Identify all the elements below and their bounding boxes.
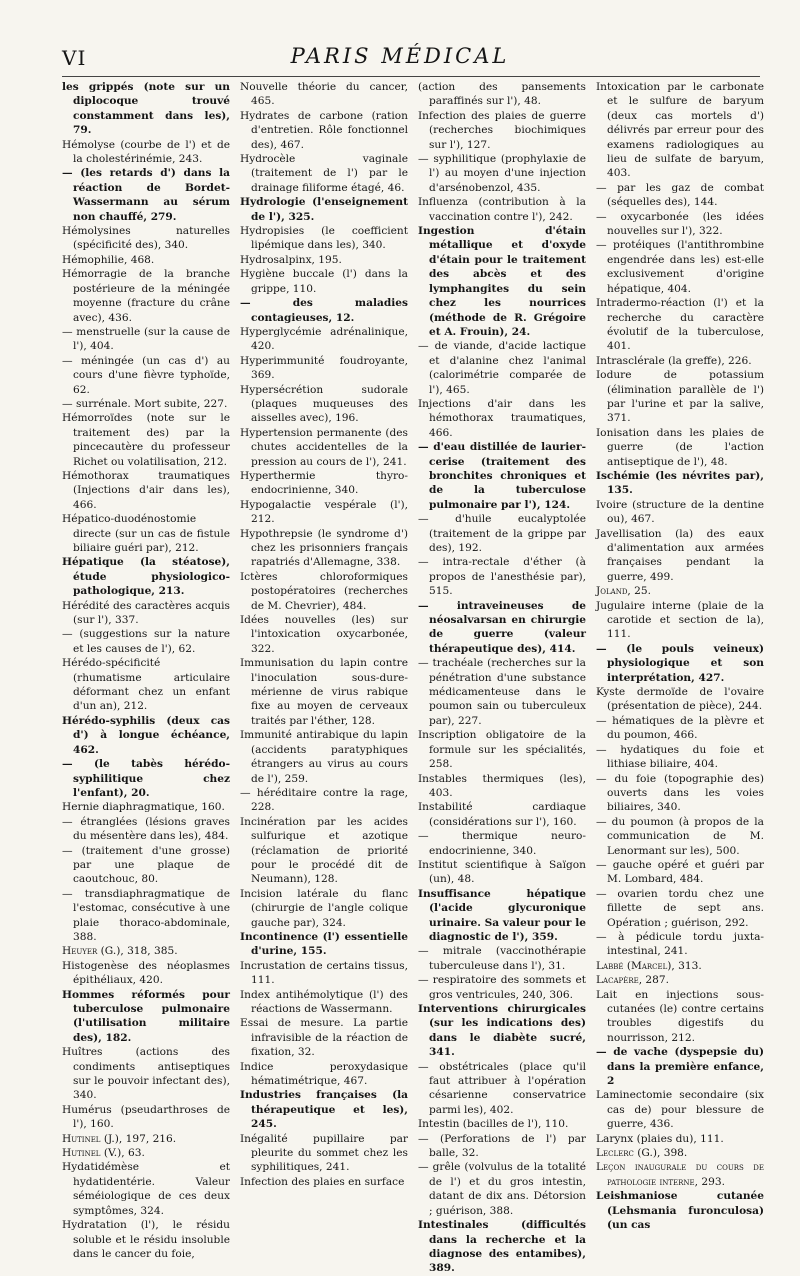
index-entry: — oxycarbonée (les idées nouvelles sur l'), 322. — [596, 210, 764, 238]
index-entry: Intrasclérale (la greffe), 226. — [596, 354, 752, 367]
index-entry: — surrénale. Mort subite, 227. — [62, 397, 228, 410]
index-entry: Intradermo-réaction (l') et la recherche du caractère évolutif de la tuberculose, 401. — [596, 297, 764, 353]
index-entry: — du poumon (à propos de la communication de M. Lenormant sur les), 500. — [596, 815, 764, 857]
index-entry: Incontinence (l') essentielle d'urine, 155. — [240, 930, 408, 958]
index-entry: — des maladies contagieuses, 12. — [240, 297, 408, 324]
index-entry: Hémorragie de la branche postérieure de la méningée moyenne (fracture du crâne avec), 436. — [62, 268, 230, 324]
index-entry: — respiratoire des sommets et gros ventricules, 240, 306. — [418, 974, 586, 1001]
index-entry: — protéiques (l'antithrombine engendrée dans les) est-elle exclusivement d'origine hépatique, 404. — [596, 239, 764, 295]
index-entry: Hypothrepsie (le syndrome d') chez les prisonniers français rapatriés d'Allemagne, 338. — [240, 527, 408, 569]
index-entry: Hydrologie (l'enseignement de l'), 325. — [240, 196, 408, 223]
index-entry: — obstétricales (place qu'il faut attribuer à l'opération césarienne conservatrice parmi les), 402. — [418, 1060, 586, 1116]
index-entry: Ischémie (les névrites par), 135. — [596, 469, 764, 497]
index-entry: Industries françaises (la thérapeutique et les), 245. — [240, 1089, 408, 1131]
index-entry: Inscription obligatoire de la formule sur les spécialités, 258. — [418, 729, 586, 771]
index-entry: Leclerc (G.), 398. — [596, 1147, 688, 1160]
index-entry: Hommes réformés pour tuberculose pulmonaire (l'utilisation militaire des), 182. — [62, 988, 230, 1044]
index-entry: Labbé (Marcel), 313. — [596, 959, 702, 972]
index-entry: Hyperthermie thyro-endocrinienne, 340. — [240, 469, 408, 497]
index-entry: Influenza (contribution à la vaccination contre l'), 242. — [418, 196, 586, 223]
index-entry: — méningée (un cas d') au cours d'une fièvre typhoïde, 62. — [62, 354, 230, 396]
index-entry: Heuyer (G.), 318, 385. — [62, 945, 178, 958]
index-entry: Hémolyse (courbe de l') et de la cholestérinémie, 243. — [62, 138, 230, 166]
index-entry: — ovarien tordu chez une fillette de sept ans. Opération ; guérison, 292. — [596, 887, 764, 929]
index-entry: Joland, 25. — [596, 585, 652, 598]
index-entry: Humérus (pseudarthroses de l'), 160. — [62, 1103, 230, 1131]
index-entry: Incrustation de certains tissus, 111. — [240, 959, 408, 987]
index-entry: Instables thermiques (les), 403. — [418, 772, 586, 799]
index-entry: — (traitement d'une grosse) par une plaque de caoutchouc, 80. — [62, 844, 230, 886]
index-entry: Insuffisance hépatique (l'acide glycuronique urinaire. Sa valeur pour le diagnostic de l'), 359. — [418, 887, 586, 943]
index-entry: Leçon inaugurale du cours de pathologie interne, 293. — [596, 1161, 764, 1188]
index-entry: Infection des plaies de guerre (recherches biochimiques sur l'), 127. — [418, 109, 586, 151]
header-rule — [62, 76, 760, 77]
index-entry: Histogenèse des néoplasmes épithéliaux, 420. — [62, 959, 230, 987]
index-entry: Indice peroxydasique hématimétrique, 467. — [240, 1060, 408, 1088]
index-entry: Infection des plaies en surface — [240, 1175, 405, 1188]
index-entry: — intraveineuses de néosalvarsan en chirurgie de guerre (valeur thérapeutique des), 414. — [418, 599, 586, 655]
index-entry: — d'huile eucalyptolée (traitement de la grippe par des), 192. — [418, 513, 586, 554]
index-entry: Lait en injections sous-cutanées (le) contre certains troubles digestifs du nourrisson, 212. — [596, 988, 764, 1044]
index-column-1 — [62, 80, 230, 1260]
index-entry: — grêle (volvulus de la totalité de l') et du gros intestin, datant de dix ans. Détorsion ; guérison, 388. — [418, 1161, 586, 1217]
index-entry: — (le pouls veineux) physiologique et son interprétation, 427. — [596, 642, 764, 684]
index-entry: Incision latérale du flanc (chirurgie de l'angle colique gauche par), 324. — [240, 887, 408, 929]
index-entry: Hypogalactie vespérale (l'), 212. — [240, 498, 408, 526]
index-entry: — du foie (topographie des) ouverts dans les voies biliaires, 340. — [596, 772, 764, 814]
index-entry: Iodure de potassium (élimination parallèle de l') par l'urine et par la salive, 371. — [596, 369, 764, 425]
index-columns — [62, 80, 764, 1275]
index-entry: Hépatique (la stéatose), étude physiologico-pathologique, 213. — [62, 556, 230, 598]
index-entry: Hérédo-spécificité (rhumatisme articulaire déformant chez un enfant d'un an), 212. — [62, 657, 230, 713]
index-entry: — gauche opéré et guéri par M. Lombard, 484. — [596, 858, 764, 886]
index-entry: Hutinel (J.), 197, 216. — [62, 1132, 177, 1145]
index-entry: Institut scientifique à Saïgon (un), 48. — [418, 858, 586, 886]
index-entry: — à pédicule tordu juxta-intestinal, 241. — [596, 930, 764, 958]
index-entry: (action des pansements paraffinés sur l'), 48. — [418, 81, 586, 108]
index-entry: Immunité antirabique du lapin (accidents paratyphiques étrangers au virus au cours de l'), 259. — [240, 729, 408, 785]
index-entry: Idées nouvelles (les) sur l'intoxication oxycarbonée, 322. — [240, 614, 408, 655]
index-entry: — (suggestions sur la nature et les causes de l'), 62. — [62, 628, 230, 655]
index-entry: — d'eau distillée de laurier-cerise (traitement des bronchites chroniques et de la tuberculose pulmonaire par l'), 124. — [418, 441, 586, 511]
index-entry: — (le tabès hérédo-syphilitique chez l'enfant), 20. — [62, 758, 230, 799]
index-column-4 — [596, 80, 764, 1232]
index-entry: — mitrale (vaccinothérapie tuberculeuse dans l'), 31. — [418, 945, 586, 972]
index-entry: — thermique neuro-endocrinienne, 340. — [418, 830, 586, 857]
index-entry: Hémolysines naturelles (spécificité des), 340. — [62, 225, 230, 252]
index-entry: Larynx (plaies du), 111. — [596, 1132, 724, 1145]
index-entry: — syphilitique (prophylaxie de l') au moyen d'une injection d'arsénobenzol, 435. — [418, 153, 586, 194]
index-entry: Hémorroïdes (note sur le traitement des) par la pincecautère du professeur Richet ou volatilisation, 212. — [62, 412, 230, 468]
index-entry: Javellisation (la) des eaux d'alimentation aux armées françaises pendant la guerre, 499. — [596, 527, 764, 583]
index-column-3 — [418, 80, 586, 1275]
index-entry: Hernie diaphragmatique, 160. — [62, 801, 225, 814]
index-entry: Index antihémolytique (l') des réactions de Wassermann. — [240, 988, 408, 1015]
index-entry: Hydrates de carbone (ration d'entretien. Rôle fonctionnel des), 467. — [240, 109, 408, 151]
index-entry: Hydropisies (le coefficient lipémique dans les), 340. — [240, 225, 408, 252]
index-entry: Hémothorax traumatiques (Injections d'air dans les), 466. — [62, 469, 230, 511]
index-entry: Hypersécrétion sudorale (plaques muqueuses des aisselles avec), 196. — [240, 383, 408, 425]
index-entry: Nouvelle théorie du cancer, 465. — [240, 81, 408, 108]
index-entry: Ictères chloroformiques postopératoires (recherches de M. Chevrier), 484. — [240, 570, 408, 612]
index-entry: — héréditaire contre la rage, 228. — [240, 786, 408, 814]
index-entry: — par les gaz de combat (séquelles des), 144. — [596, 181, 764, 209]
index-entry: — (Perforations de l') par balle, 32. — [418, 1132, 586, 1160]
index-entry: Incinération par les acides sulfurique et azotique (réclamation de priorité pour le procédé dit de Neumann), 128. — [240, 815, 408, 886]
index-column-2 — [240, 80, 408, 1188]
index-entry: Hérédo-syphilis (deux cas d') à longue échéance, 462. — [62, 714, 230, 756]
index-entry: Kyste dermoïde de l'ovaire (présentation de pièce), 244. — [596, 686, 764, 713]
index-entry: — trachéale (recherches sur la pénétration d'une substance médicamenteuse dans le poumon sain ou tuberculeux par), 227. — [418, 657, 586, 727]
index-entry: Hutinel (V.), 63. — [62, 1147, 145, 1160]
index-entry: Hydratation (l'), le résidu soluble et le résidu insoluble dans le cancer du foie, — [62, 1219, 230, 1260]
index-entry: les grippés (note sur un diplocoque trouvé constamment dans les), 79. — [62, 81, 230, 137]
index-entry: — transdiaphragmatique de l'estomac, consécutive à une plaie thoraco-abdominale, 388. — [62, 887, 230, 943]
index-entry: — de vache (dyspepsie du) dans la première enfance, 2 — [596, 1046, 764, 1088]
index-entry: — hydatiques du foie et lithiase biliaire, 404. — [596, 743, 764, 771]
index-entry: Hydrocèle vaginale (traitement de l') par le drainage filiforme étagé, 46. — [240, 153, 408, 194]
index-entry: Hémophilie, 468. — [62, 253, 155, 266]
index-entry: Intoxication par le carbonate et le sulfure de baryum (deux cas mortels d') délivrés par erreur pour des examens radiologiques au lieu de sulfate de baryum, 403. — [596, 81, 764, 180]
index-entry: Ivoire (structure de la dentine ou), 467. — [596, 498, 764, 526]
index-entry: — menstruelle (sur la cause de l'), 404. — [62, 325, 230, 353]
index-entry: Essai de mesure. La partie infravisible de la réaction de fixation, 32. — [240, 1017, 408, 1059]
index-entry: — étranglées (lésions graves du mésentère dans les), 484. — [62, 815, 230, 843]
index-entry: Hérédité des caractères acquis (sur l'), 337. — [62, 599, 230, 627]
index-entry: Laminectomie secondaire (six cas de) pour blessure de guerre, 436. — [596, 1089, 764, 1131]
journal-title: PARIS MÉDICAL — [290, 44, 510, 68]
index-entry: Immunisation du lapin contre l'inoculation sous-dure-mérienne de virus rabique fixe au moyen de cerveaux traités par l'éther, 128. — [240, 657, 408, 727]
index-entry: Hypertension permanente (des chutes accidentelles de la pression au cours de l'), 241. — [240, 426, 408, 468]
index-entry: Hygiène buccale (l') dans la grippe, 110. — [240, 268, 408, 295]
index-entry: Ionisation dans les plaies de guerre (de l'action antiseptique de l'), 48. — [596, 426, 764, 468]
index-entry: Hépatico-duodénostomie directe (sur un cas de fistule biliaire guéri par), 212. — [62, 513, 230, 554]
index-entry: Huîtres (actions des condiments antiseptiques sur le pouvoir infectant des), 340. — [62, 1046, 230, 1102]
index-entry: Hydatidémèse et hydatidentérie. Valeur séméiologique de ces deux symptômes, 324. — [62, 1161, 230, 1217]
index-entry: Interventions chirurgicales (sur les indications des) dans le diabète sucré, 341. — [418, 1003, 586, 1059]
index-entry: Intestinales (difficultés dans la recherche et la diagnose des entamibes), 389. — [418, 1219, 586, 1275]
index-entry: Intestin (bacilles de l'), 110. — [418, 1118, 569, 1131]
index-entry: Hyperglycémie adrénalinique, 420. — [240, 325, 408, 353]
index-entry: Instabilité cardiaque (considérations sur l'), 160. — [418, 801, 586, 828]
index-entry: Jugulaire interne (plaie de la carotide et section de la), 111. — [596, 599, 764, 641]
index-entry: Leishmaniose cutanée (Lehsmania furonculosa) (un cas — [596, 1190, 764, 1232]
index-entry: Hydrosalpinx, 195. — [240, 253, 342, 266]
index-entry: — hématiques de la plèvre et du poumon, 466. — [596, 714, 764, 742]
index-entry: Inégalité pupillaire par pleurite du sommet chez les syphilitiques, 241. — [240, 1132, 408, 1174]
index-entry: — intra-rectale d'éther (à propos de l'anesthésie par), 515. — [418, 556, 586, 598]
page-number: VI — [62, 46, 87, 70]
index-entry: Hyperimmunité foudroyante, 369. — [240, 354, 408, 382]
index-entry: Lacapère, 287. — [596, 974, 670, 987]
index-entry: — (les retards d') dans la réaction de Bordet-Wassermann au sérum non chauffé, 279. — [62, 167, 230, 223]
index-entry: Ingestion d'étain métallique et d'oxyde d'étain pour le traitement des abcès et des lymphangites du sein chez les nourrices (méthode de R. Grégoire et A. Frouin), 24. — [418, 225, 586, 338]
index-entry: Injections d'air dans les hémothorax traumatiques, 466. — [418, 397, 586, 439]
index-entry: — de viande, d'acide lactique et d'alanine chez l'animal (calorimétrie comparée de l'), 465. — [418, 340, 586, 396]
